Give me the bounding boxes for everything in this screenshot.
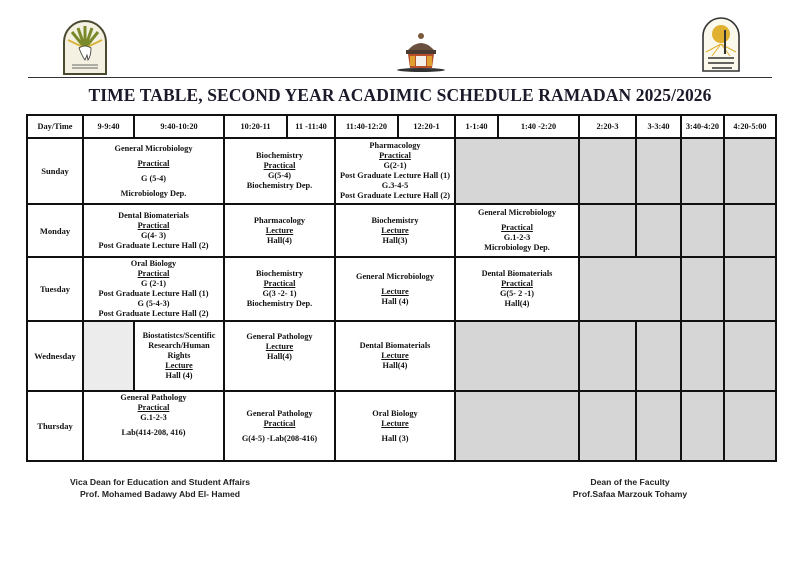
location: Post Graduate Lecture Hall (1) <box>98 289 209 298</box>
empty-cell <box>636 204 681 257</box>
location: Hall (3) <box>381 433 409 443</box>
subject: Dental Biomaterials <box>118 210 189 220</box>
empty-cell <box>681 321 724 391</box>
empty-cell <box>724 138 776 204</box>
day-label: Thursday <box>27 391 83 461</box>
session-type: Practical <box>137 220 170 230</box>
ramadan-lantern-icon <box>396 32 446 74</box>
empty-cell <box>579 321 636 391</box>
faculty-logo <box>60 20 110 75</box>
column-header: 3:40-4:20 <box>681 115 724 138</box>
column-header: 2:20-3 <box>579 115 636 138</box>
column-header: Day/Time <box>27 115 83 138</box>
column-header: 3-3:40 <box>636 115 681 138</box>
header-divider <box>28 77 772 78</box>
session-cell <box>83 257 224 321</box>
session-type: Lecture <box>381 286 409 296</box>
location: Lab(414-208, 416) <box>121 428 186 437</box>
location: Biochemistry Dep. <box>246 299 313 308</box>
session-cell <box>455 257 579 321</box>
session-cell <box>83 391 224 461</box>
empty-cell <box>681 391 724 461</box>
empty-cell <box>724 321 776 391</box>
column-header: 11:40-12:20 <box>335 115 398 138</box>
subject: Dental Biomaterials <box>359 341 431 350</box>
group: G(4- 3) <box>140 230 167 240</box>
group: G.1-2-3 <box>503 233 531 242</box>
vice-dean-signature <box>40 476 280 500</box>
subject: Pharmacology <box>369 141 421 150</box>
group: G.3-4-5 <box>381 181 409 190</box>
empty-cell <box>455 391 579 461</box>
session-cell <box>134 321 224 391</box>
empty-cell <box>724 204 776 257</box>
column-header: 1-1:40 <box>455 115 498 138</box>
empty-cell <box>724 391 776 461</box>
subject: Biochemistry <box>255 151 303 160</box>
location: Microbiology Dep. <box>120 188 187 198</box>
group: G(2-1) <box>383 161 407 170</box>
group: G(5-4) <box>267 171 292 180</box>
session-cell <box>224 204 335 257</box>
column-header: 1:40 -2:20 <box>498 115 579 138</box>
day-label: Tuesday <box>27 257 83 321</box>
dean-signature <box>530 476 730 500</box>
subject: Biostatistcs/Scentific <box>142 331 216 340</box>
column-header: 9-9:40 <box>83 115 134 138</box>
column-header: 12:20-1 <box>398 115 455 138</box>
empty-cell <box>579 204 636 257</box>
location: Microbiology Dep. <box>484 243 550 252</box>
day-label: Wednesday <box>27 321 83 391</box>
empty-cell <box>83 321 134 391</box>
university-logo <box>700 16 742 72</box>
location: Post Graduate Lecture Hall (2) <box>340 191 450 200</box>
location: Biochemistry Dep. <box>246 181 313 190</box>
subject: General Microbiology <box>356 271 434 281</box>
day-label: Sunday <box>27 138 83 204</box>
empty-cell <box>681 204 724 257</box>
subject: General Microbiology <box>478 208 556 217</box>
column-header: 9:40-10:20 <box>134 115 224 138</box>
subject: Biochemistry <box>255 269 303 278</box>
session-type: Practical <box>263 161 296 170</box>
timetable <box>26 114 777 462</box>
day-label: Monday <box>27 204 83 257</box>
session-type: Practical <box>379 151 411 160</box>
empty-cell <box>681 257 724 321</box>
session-cell <box>224 138 335 204</box>
table-row-wednesday <box>27 321 776 391</box>
session-type: Lecture <box>265 342 294 351</box>
location: Hall(3) <box>382 235 408 245</box>
session-cell <box>335 257 455 321</box>
subject: General Microbiology <box>114 143 193 153</box>
signature-name: Prof.Safaa Marzouk Tohamy <box>572 489 688 499</box>
group: G (2-1) <box>140 279 167 288</box>
session-cell <box>335 391 455 461</box>
location: Hall (4) <box>381 296 409 306</box>
column-header: 4:20-5:00 <box>724 115 776 138</box>
table-row-sunday <box>27 138 776 204</box>
subject: Research/Human <box>148 341 210 350</box>
empty-cell <box>636 391 681 461</box>
location: Hall(4) <box>382 361 408 370</box>
group: G (5-4) <box>140 173 167 183</box>
session-type: Practical <box>263 418 296 428</box>
column-header: 10:20-11 <box>224 115 287 138</box>
subject: Biochemistry <box>371 215 419 225</box>
empty-cell <box>636 138 681 204</box>
session-type: Lecture <box>381 225 409 235</box>
session-type: Lecture <box>165 361 193 370</box>
empty-cell <box>579 257 681 321</box>
session-type: Practical <box>137 269 170 278</box>
group: G (5-4-3) <box>137 299 170 308</box>
page-title: TIME TABLE, SECOND YEAR ACADIMIC SCHEDULE RAMADAN 2025/2026 <box>88 85 712 105</box>
empty-cell <box>724 257 776 321</box>
session-cell <box>335 204 455 257</box>
session-type: Practical <box>501 279 533 288</box>
empty-cell <box>636 321 681 391</box>
session-cell <box>335 321 455 391</box>
location: Hall (4) <box>165 371 193 380</box>
session-type: Lecture <box>265 225 294 235</box>
subject: General Pathology <box>246 408 313 418</box>
subject: Pharmacology <box>253 215 306 225</box>
group: G.1-2-3 <box>140 413 167 422</box>
session-type: Lecture <box>381 351 409 360</box>
column-header: 11 -11:40 <box>287 115 335 138</box>
subject: General Pathology <box>120 393 187 402</box>
session-cell <box>224 257 335 321</box>
signature-title: Dean of the Faculty <box>590 477 670 487</box>
session-type: Practical <box>137 403 170 412</box>
location: G(4-5) -Lab(208-416) <box>241 433 318 443</box>
session-type: Practical <box>263 279 296 288</box>
empty-cell <box>455 321 579 391</box>
location: Post Graduate Lecture Hall (2) <box>98 240 209 250</box>
location: Hall(4) <box>267 352 292 361</box>
table-row-tuesday <box>27 257 776 321</box>
location: Post Graduate Lecture Hall (1) <box>340 171 450 180</box>
header-row <box>27 115 776 138</box>
subject: Rights <box>167 351 191 360</box>
location: Hall(4) <box>504 299 530 308</box>
signature-name: Prof. Mohamed Badawy Abd El- Hamed <box>79 489 241 499</box>
table-row-monday <box>27 204 776 257</box>
session-type: Lecture <box>381 418 409 428</box>
empty-cell <box>579 138 636 204</box>
session-cell <box>335 138 455 204</box>
session-cell <box>83 204 224 257</box>
location: Post Graduate Lecture Hall (2) <box>98 309 209 318</box>
subject: Dental Biomaterials <box>481 269 553 278</box>
subject: General Pathology <box>246 332 313 341</box>
signature-title: Vica Dean for Education and Student Affairs <box>69 477 251 487</box>
table-row-thursday <box>27 391 776 461</box>
empty-cell <box>681 138 724 204</box>
session-cell <box>83 138 224 204</box>
location: Hall(4) <box>267 235 292 245</box>
session-type: Practical <box>501 223 533 232</box>
subject: Oral Biology <box>130 259 177 268</box>
session-cell <box>455 204 579 257</box>
empty-cell <box>579 391 636 461</box>
subject: Oral Biology <box>372 408 418 418</box>
session-type: Practical <box>137 158 170 168</box>
session-cell <box>224 391 335 461</box>
group: G(5- 2 -1) <box>499 289 535 298</box>
session-cell <box>224 321 335 391</box>
group: G(3 -2- 1) <box>262 289 297 298</box>
empty-cell <box>455 138 579 204</box>
